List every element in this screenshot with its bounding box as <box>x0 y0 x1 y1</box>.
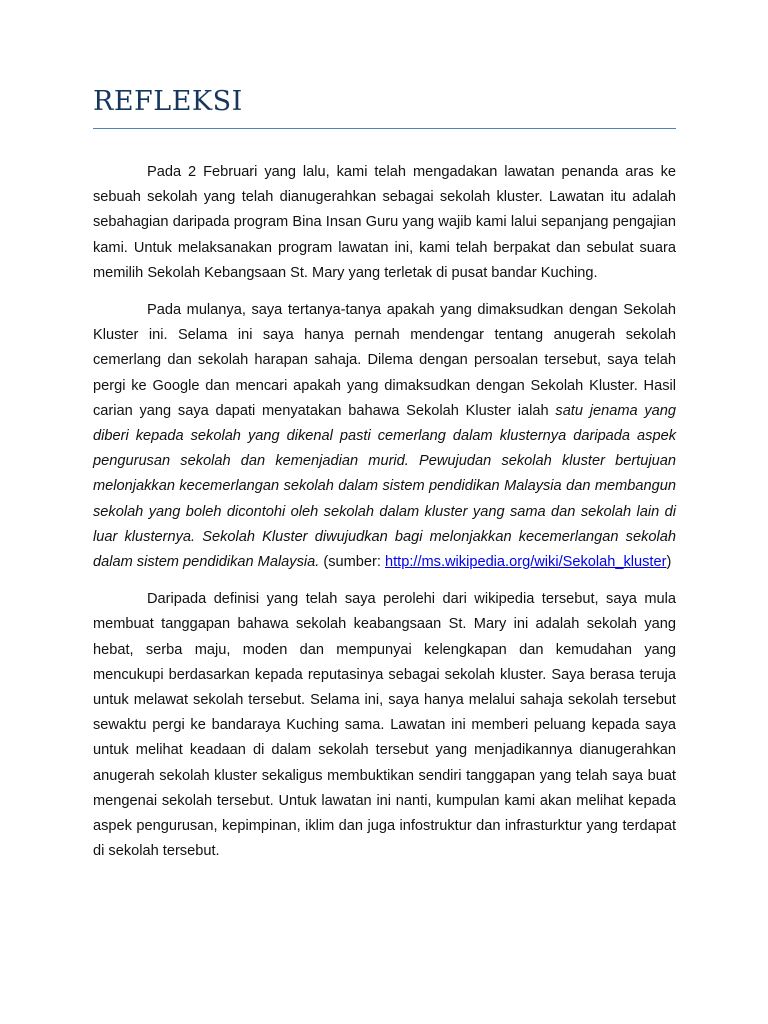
paragraph-3: Daripada definisi yang telah saya perolehi dari wikipedia tersebut, saya mula membuat tanggapan bahawa sekolah keabangsaan St. Mary ini adalah sekolah yang hebat, serba maju, moden dan mempunyai kelengkapan dan kemudahan yang mencukupi berdasarkan kepada reputasinya sebagai sekolah kluster. Saya berasa teruja untuk melawat sekolah tersebut. Selama ini, saya hanya melalui sahaja sekolah tersebut sewaktu pergi ke bandaraya Kuching sama. Lawatan ini memberi peluang kepada saya untuk melihat keadaan di dalam sekolah tersebut yang menjadikannya dianugerahkan anugerah sekolah kluster sekaligus membuktikan sendiri tanggapan yang telah saya buat mengenai sekolah tersebut. Untuk lawatan ini nanti, kumpulan kami akan melihat kepada aspek pengurusan, kepimpinan, iklim dan juga infostruktur dan infrasturktur yang terdapat di sekolah tersebut. <box>93 591 676 860</box>
paragraph-1: Pada 2 Februari yang lalu, kami telah mengadakan lawatan penanda aras ke sebuah sekolah yang telah dianugerahkan sebagai sekolah kluster. Lawatan itu adalah sebahagian daripada program Bina Insan Guru yang wajib kami lalui sepanjang pengajian kami. Untuk melaksanakan program lawatan ini, kami telah berpakat dan sebulat suara memilih Sekolah Kebangsaan St. Mary yang terletak di pusat bandar Kuching. <box>93 164 676 281</box>
source-prefix: (sumber: <box>319 554 385 571</box>
wikipedia-definition-quote: satu jenama yang diberi kepada sekolah yang dikenal pasti cemerlang dalam klusternya daripada aspek pengurusan sekolah dan kemenjadian murid. Pewujudan sekolah kluster bertujuan melonjakkan kecemerlangan sekolah dalam sistem pendidikan Malaysia dan membangun sekolah yang boleh dicontohi oleh sekolah dalam kluster yang sama dan sekolah lain di luar klusternya. Sekolah Kluster diwujudkan bagi melonjakkan kecemerlangan sekolah dalam sistem pendidikan Malaysia. <box>93 402 676 571</box>
wikipedia-source-link[interactable]: http://ms.wikipedia.org/wiki/Sekolah_kluster <box>385 554 667 571</box>
paragraph-2-intro: Pada mulanya, saya tertanya-tanya apakah yang dimaksudkan dengan Sekolah Kluster ini. Selama ini saya hanya pernah mendengar tentang anugerah sekolah cemerlang dan sekolah harapan sahaja. Dilema dengan persoalan tersebut, saya telah pergi ke Google dan mencari apakah yang dimaksudkan dengan Sekolah Kluster. Hasil carian yang saya dapati menyatakan bahawa Sekolah Kluster ialah <box>93 302 676 419</box>
title-divider <box>93 128 676 129</box>
paragraph-2 <box>93 298 676 575</box>
document-body <box>93 160 676 876</box>
page-title: REFLEKSI <box>93 86 243 117</box>
source-suffix: ) <box>666 554 672 571</box>
